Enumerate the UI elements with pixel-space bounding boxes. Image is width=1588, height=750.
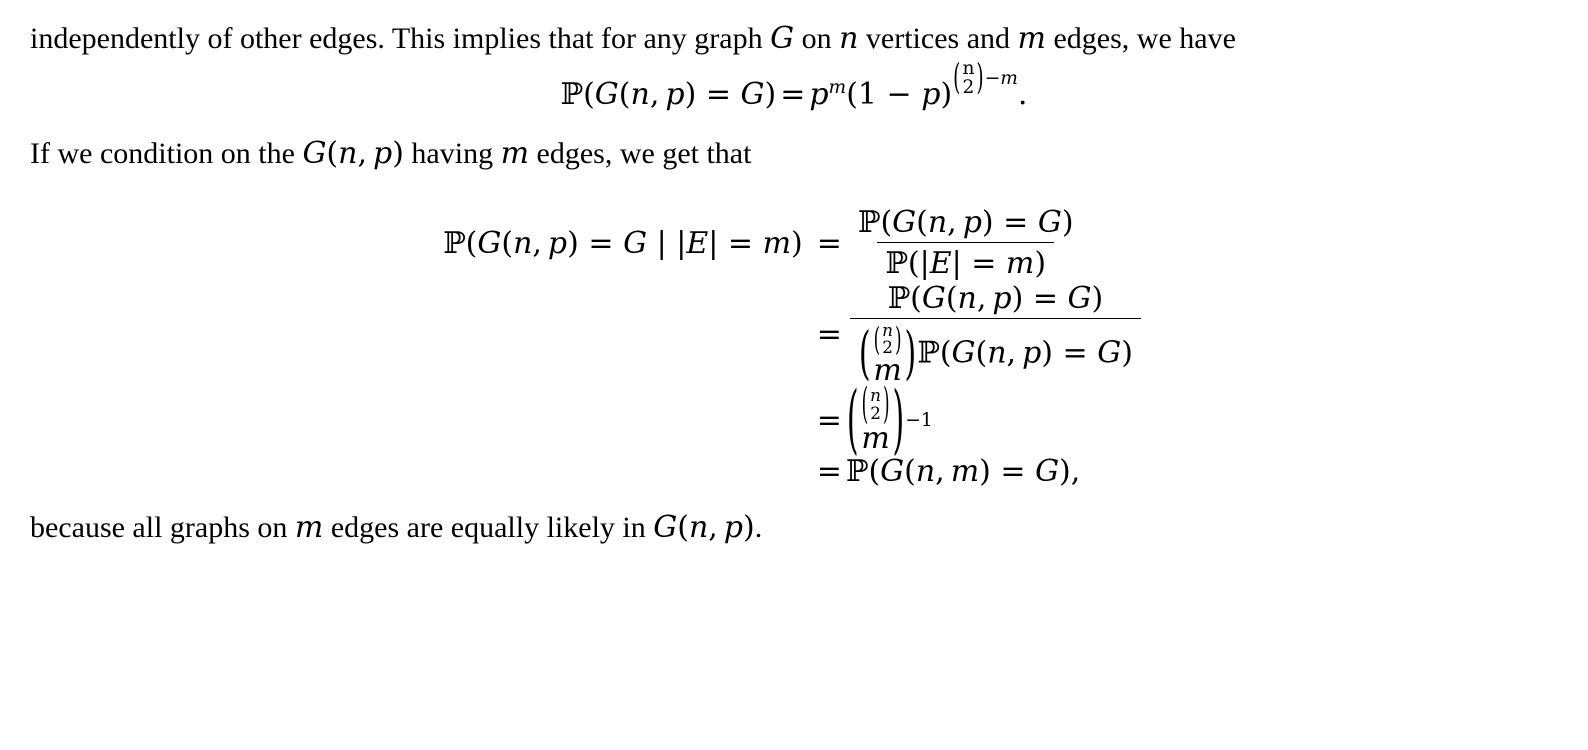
equals-sign: = — [816, 316, 842, 352]
paragraph-intro-text-before: independently of other edges. This implies that for any graph — [30, 22, 763, 55]
prob-Gnm-equals-G: ℙ(G(n, m) = G), — [845, 454, 1081, 490]
symbol-Gnp: G(n, p) — [653, 510, 755, 546]
symbol-G: G — [770, 21, 795, 56]
symbol-m: m — [500, 135, 530, 171]
period: . — [1017, 76, 1028, 112]
paragraph-conclusion — [0, 489, 1588, 550]
fraction-denominator: ( ( n 2 ) m ) ℙ(G(n, p) = G) — [850, 318, 1141, 387]
symbol-p: p — [809, 76, 829, 112]
binomial-n-choose-2: ( n 2 ) — [953, 57, 984, 99]
equals-sign: = — [780, 76, 806, 112]
symbol-m: m — [1017, 21, 1046, 56]
binomial-n-choose-2: ( n 2 ) — [873, 319, 902, 358]
minus-sign: − — [886, 76, 912, 112]
paragraph-condition — [0, 119, 1588, 176]
digit-one: 1 — [857, 76, 877, 112]
derivation-line-1 — [813, 205, 1145, 281]
paragraph-condition-text-mid: having — [411, 136, 494, 170]
fraction-numerator: ℙ(G(n, p) = G) — [887, 281, 1104, 317]
paragraph-conclusion-text-before: because all graphs on — [30, 511, 288, 545]
fraction-numerator: ℙ(G(n, p) = G) — [857, 205, 1074, 241]
symbol-p: p — [921, 76, 941, 112]
equals-sign: = — [816, 454, 842, 490]
derivation-line-3: = ( ( n 2 ) m ) −1 — [813, 387, 1145, 454]
paragraph-intro-text-after: edges, we have — [1053, 22, 1236, 55]
fraction-denominator: ℙ(|E| = m) — [877, 242, 1054, 281]
paragraph-intro-text-mid: on — [801, 22, 832, 55]
binomial-n-choose-2: ( n 2 ) — [861, 377, 890, 428]
prob-symbol: ℙ — [560, 76, 584, 112]
minus-sign: − — [984, 67, 1001, 89]
derivation-line-2 — [813, 281, 1145, 387]
equals-sign: = — [816, 225, 842, 261]
period: . — [754, 511, 763, 545]
exponent-binomial-minus-m — [952, 57, 1018, 99]
symbol-m: m — [1000, 67, 1018, 89]
paragraph-conclusion-text-mid: edges are equally likely in — [330, 511, 646, 545]
symbol-n: n — [962, 57, 975, 79]
fraction-line-1 — [850, 205, 1082, 281]
equals-sign: = — [816, 403, 842, 439]
symbol-G: G — [594, 76, 619, 112]
symbol-m: m — [294, 510, 324, 546]
binomial-n2-choose-m-inverse: ( ( n 2 ) m ) — [846, 376, 905, 465]
symbol-m: m — [828, 76, 847, 98]
equals-sign: = — [705, 76, 731, 112]
display-equation-1-body: ℙ(G(n, $p) = G) = p^m(1 - p)$ ( n 2 ) −m. — [560, 57, 1028, 112]
paragraph-condition-text-after: edges, we get that — [536, 136, 752, 170]
paragraph-condition-text-before: If we condition on the — [30, 136, 295, 170]
symbol-p: p — [665, 76, 685, 112]
symbol-n: n — [839, 21, 859, 56]
paragraph-intro-text-mid2: vertices and — [865, 22, 1011, 55]
derivation-lhs: ℙ(G(n, p) = G | |E| = m) — [443, 225, 803, 261]
paragraph-intro — [0, 0, 1588, 61]
derivation-line-4 — [813, 454, 1145, 489]
digit-two: 2 — [962, 76, 975, 98]
aligned-derivation — [0, 205, 1588, 489]
display-equation-1 — [0, 57, 1588, 119]
binomial-n2-choose-m: ( ( n 2 ) m ) — [858, 319, 917, 389]
symbol-n: n — [630, 76, 650, 112]
symbol-G: G — [740, 76, 765, 112]
symbol-Gnp: G(n, p) — [302, 135, 404, 171]
fraction-line-2 — [850, 281, 1141, 387]
